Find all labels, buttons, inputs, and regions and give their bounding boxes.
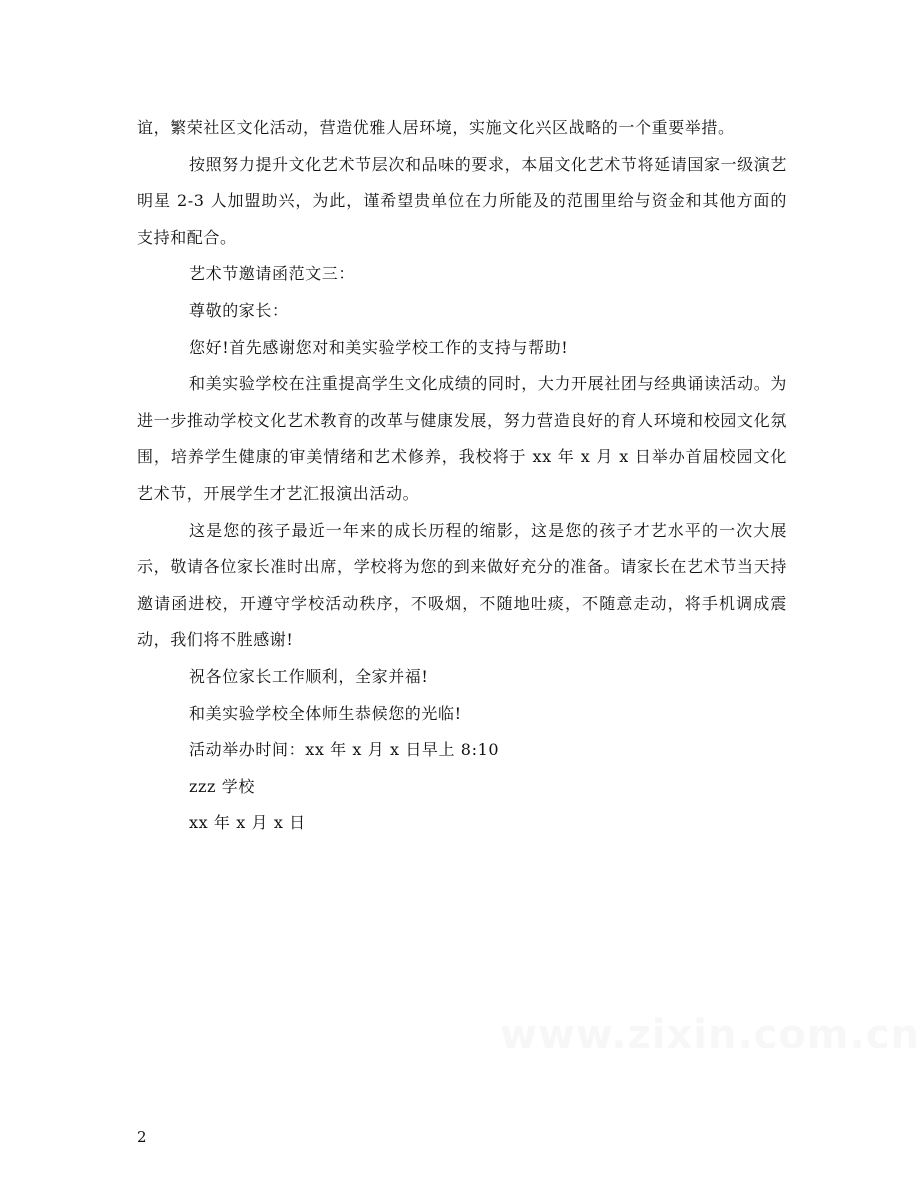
signature-school: zzz 学校 <box>189 776 255 796</box>
greeting: 您好!首先感谢您对和美实验学校工作的支持与帮助! <box>189 337 569 357</box>
paragraph-continuation: 谊，繁荣社区文化活动，营造优雅人居环境，实施文化兴区战略的一个重要举措。 <box>137 118 735 137</box>
paragraph-event-intro: 和美实验学校在注重提高学生文化成绩的同时，大力开展社团与经典诵读活动。为进一步推动学校文化艺术教育的改革与健康发展，努力营造良好的育人环境和校园文化氛围，培养学生健康的审美情绪和艺术修养，我校将于 xx 年 x 月 x 日举办首届校园文化艺术节，开展学生才艺汇报演出活动。 <box>137 374 787 503</box>
document-body <box>137 110 787 842</box>
event-time: 活动举办时间：xx 年 x 月 x 日早上 8:10 <box>189 740 500 760</box>
paragraph-sponsorship-request: 按照努力提升文化艺术节层次和品味的要求，本届文化艺术节将延请国家一级演艺明星 2-3 人加盟助兴，为此，谨希望贵单位在力所能及的范围里给与资金和其他方面的支持和配合。 <box>137 154 787 247</box>
signature-date: xx 年 x 月 x 日 <box>189 813 306 833</box>
paragraph-attendance-notice: 这是您的孩子最近一年来的成长历程的缩影，这是您的孩子才艺水平的一次大展示，敬请各位家长准时出席，学校将为您的到来做好充分的准备。请家长在艺术节当天持邀请函进校，开遵守学校活动秩序，不吸烟，不随地吐痰，不随意走动，将手机调成震动，我们将不胜感谢! <box>137 520 787 650</box>
salutation: 尊敬的家长： <box>189 300 289 320</box>
closing-wish: 祝各位家长工作顺利，全家并福! <box>189 666 429 686</box>
watermark: www.zixin.com.cn <box>500 1012 920 1058</box>
closing-welcome: 和美实验学校全体师生恭候您的光临! <box>189 703 462 723</box>
page-number: 2 <box>137 1128 147 1146</box>
section-heading: 艺术节邀请函范文三： <box>189 264 356 284</box>
